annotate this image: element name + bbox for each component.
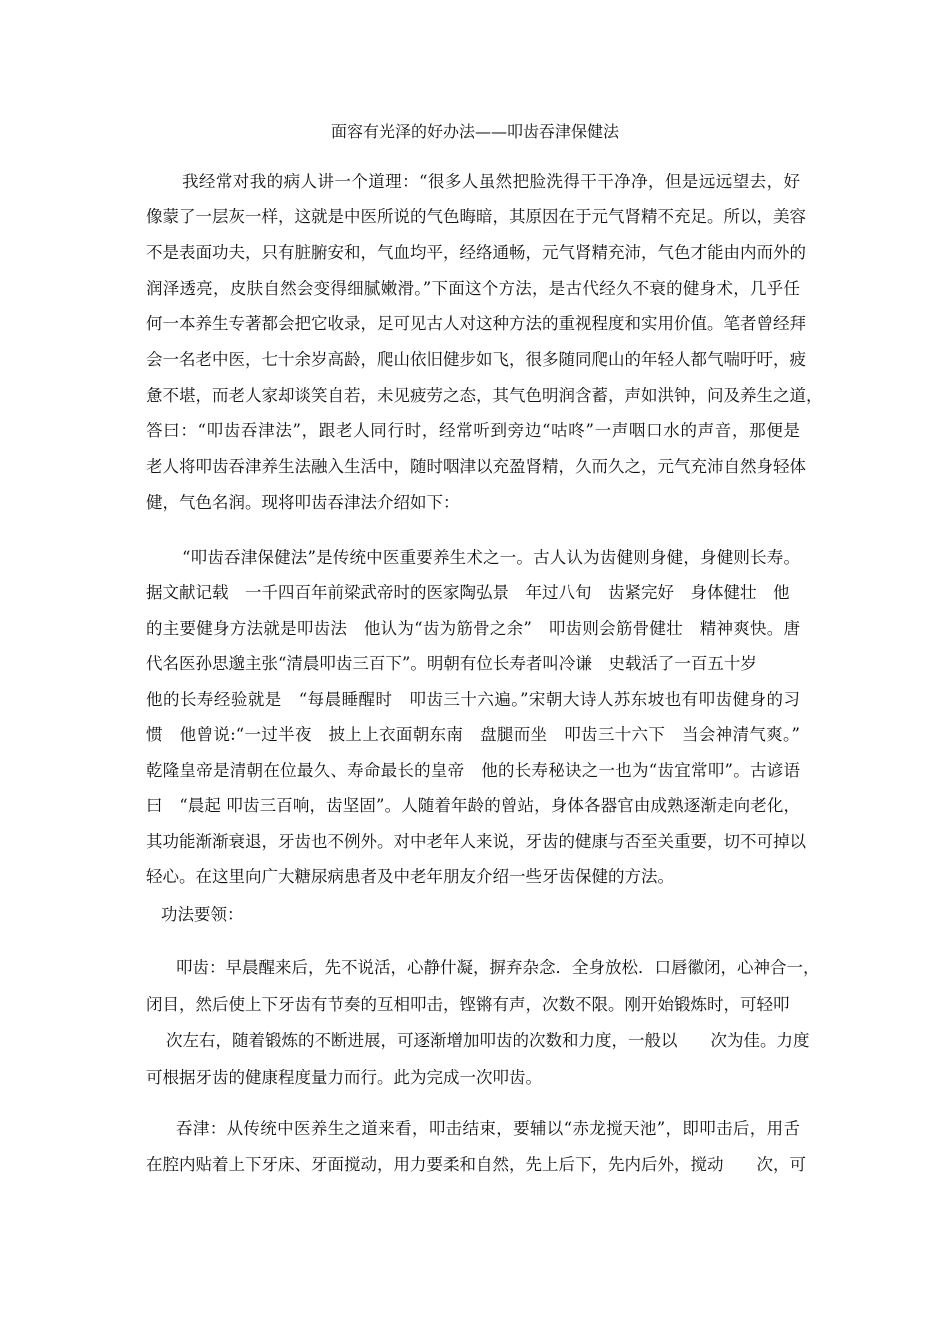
text-line: 曰 “晨起 叩齿三百响，齿坚固”。人随着年龄的曾站，身体各器官由成熟逐渐走向老化， (146, 796, 800, 815)
text-line: 轻心。在这里向广大糖尿病患者及中老年朋友介绍一些牙齿保健的方法。 (146, 867, 674, 886)
text-line: 吞津：从传统中医养生之道来看，叩击结束，要辅以“赤龙搅天池”，即叩击后，用舌 (176, 1119, 800, 1138)
text-line: 叩齿：早晨醒来后，先不说活，心静什凝，摒弃杂念．全身放松．口唇徽闭，心神合一， (176, 958, 820, 977)
text-line: 次左右，随着锻炼的不断进展，可逐渐增加叩齿的次数和力度，一般以 次为佳。力度 (166, 1031, 810, 1050)
text-line: 据文献记载 一千四百年前梁武帝时的医家陶弘景 年过八旬 齿紧完好 身体健壮 他 (146, 583, 790, 602)
text-line: 的主要健身方法就是叩齿法 他认为“齿为筋骨之余” 叩齿则会筋骨健壮 精神爽快。唐 (146, 619, 800, 638)
text-line: 不是表面功夫，只有脏腑安和，气血均平，经络通畅，元气肾精充沛，气色才能由内而外的 (146, 243, 806, 262)
text-line: 润泽透亮，皮肤自然会变得细腻嫩滑。”下面这个方法，是古代经久不衰的健身术，几乎任 (146, 279, 800, 298)
text-line: 健，气色名润。现将叩齿吞津法介绍如下： (146, 493, 460, 512)
text-line: 我经常对我的病人讲一个道理：“很多人虽然把脸洗得干干净净，但是远远望去，好 (182, 172, 800, 191)
text-line: 何一本养生专著都会把它收录，足可见古人对这种方法的重视程度和实用价值。笔者曾经拜 (146, 314, 806, 333)
text-line: 惯 他曾说:“一过半夜 披上上衣面朝东南 盘腿而坐 叩齿三十六下 当会神清气爽。” (146, 725, 800, 744)
text-line: 乾隆皇帝是清朝在位最久、寿命最长的皇帝 他的长寿秘诀之一也为“齿宜常叩”。古谚语 (146, 761, 800, 780)
text-line: “叩齿吞津保健法”是传统中医重要养生术之一。古人认为齿健则身健，身健则长寿。 (182, 548, 800, 567)
text-line: 其功能渐渐衰退，牙齿也不例外。对中老年人来说，牙齿的健康与否至关重要，切不可掉以 (146, 832, 806, 851)
text-line: 代名医孙思邈主张“清晨叩齿三百下”。明朝有位长寿者叫冷谦 史载活了一百五十岁 (146, 654, 757, 673)
text-line: 他的长寿经验就是 “每晨睡醒时 叩齿三十六遍。”宋朝大诗人苏东坡也有叩齿健身的习 (146, 690, 800, 709)
text-line: 老人将叩齿吞津养生法融入生活中，随时咽津以充盈肾精，久而久之，元气充沛自然身轻体 (146, 457, 806, 476)
text-line: 会一名老中医，七十余岁高龄，爬山依旧健步如飞，很多随同爬山的年轻人都气喘吁吁，疲 (146, 350, 806, 369)
text-line: 闭目，然后使上下牙齿有节奏的互相叩击，铿锵有声，次数不限。刚开始锻炼时，可轻叩 (146, 995, 790, 1014)
document-title: 面容有光泽的好办法——叩齿吞津保健法 (330, 122, 619, 141)
text-line: 可根据牙齿的健康程度量力而行。此为完成一次叩齿。 (146, 1068, 542, 1087)
text-line: 答曰：“叩齿吞津法”，跟老人同行时，经常听到旁边“咕咚”一声咽口水的声音，那便是 (146, 421, 800, 440)
text-line: 在腔内贴着上下牙床、牙面搅动，用力要柔和自然，先上后下，先内后外，搅动 次，可 (146, 1155, 806, 1174)
section-heading: 功法要领： (161, 905, 244, 924)
text-line: 像蒙了一层灰一样，这就是中医所说的气色晦暗，其原因在于元气肾精不充足。所以，美容 (146, 207, 806, 226)
text-line: 惫不堪，而老人家却谈笑自若，未见疲劳之态，其气色明润含蓄，声如洪钟，问及养生之道， (146, 386, 823, 405)
